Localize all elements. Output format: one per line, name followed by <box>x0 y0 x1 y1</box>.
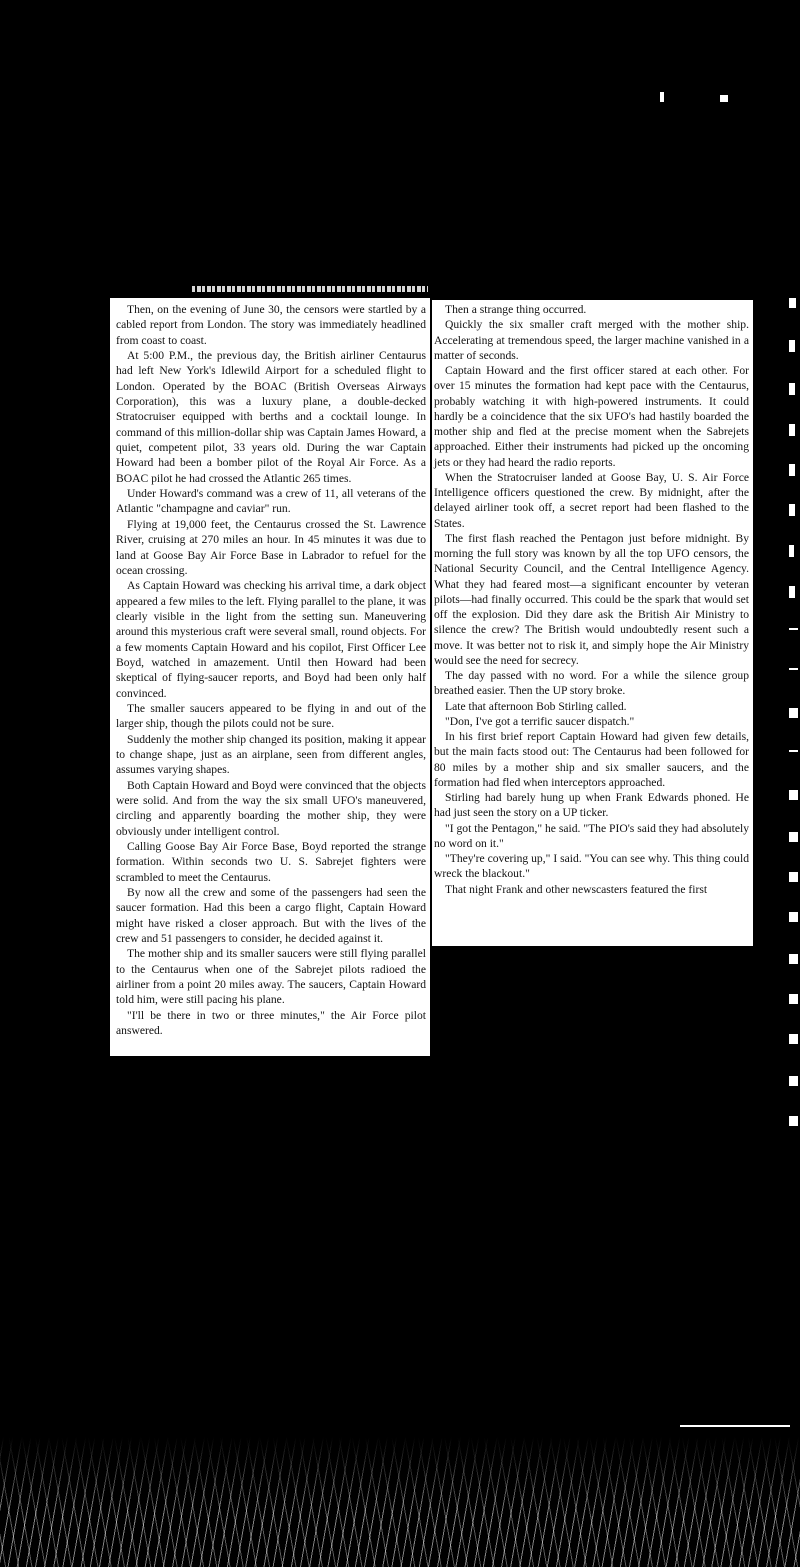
scan-artifact <box>789 298 796 308</box>
paragraph: Captain Howard and the first officer stared at each other. For over 15 minutes the formation had kept pace with the Centaurus, probably watching it with high-powered instruments. It could hardly be a coincidence that the six UFO's had hastily boarded the mother ship and fled at the precise moment when the Sabrejets approached. Either their instruments had picked up the oncoming jets or they had heard the radio reports. <box>434 364 749 469</box>
scan-artifact <box>789 750 798 752</box>
paragraph: Both Captain Howard and Boyd were convinced that the objects were solid. And from the way the six small UFO's maneuvered, circling and apparently boarding the mother ship, they were obviously under intelligent control. <box>116 778 426 838</box>
scan-artifact <box>789 504 795 516</box>
scan-artifact <box>789 586 795 598</box>
scan-artifact <box>789 832 798 842</box>
scan-artifact <box>789 628 798 630</box>
paragraph: The day passed with no word. For a while the silence group breathed easier. Then the UP story broke. <box>434 669 749 698</box>
paragraph: Calling Goose Bay Air Force Base, Boyd reported the strange formation. Within seconds two U. S. Sabrejet fighters were scrambled to meet the Centaurus. <box>116 840 426 884</box>
paragraph: In his first brief report Captain Howard had given few details, but the main facts stood out: The Centaurus had been followed for 80 miles by a mother ship and six smaller saucers, and the formation had fled when interceptors approached. <box>434 730 749 789</box>
paragraph: Quickly the six smaller craft merged with the mother ship. Accelerating at tremendous speed, the larger machine vanished in a matter of seconds. <box>434 318 749 362</box>
scan-artifact <box>789 464 795 476</box>
paragraph: By now all the crew and some of the passengers had seen the saucer formation. Had this been a cargo flight, Captain Howard might have risked a closer approach. But with the lives of the crew and 51 passengers to consider, he decided against it. <box>116 886 426 946</box>
scan-artifact <box>789 1034 798 1044</box>
paragraph: When the Stratocruiser landed at Goose Bay, U. S. Air Force Intelligence officers questioned the crew. By midnight, after the delayed airliner took off, a secret report had been flashed to the States. <box>434 470 749 530</box>
paragraph: Under Howard's command was a crew of 11, all veterans of the Atlantic "champagne and caviar" run. <box>116 487 426 516</box>
clipping-right-column <box>432 300 753 946</box>
paragraph: Then a strange thing occurred. <box>445 303 587 316</box>
scan-artifact <box>789 994 798 1004</box>
paragraph: The first flash reached the Pentagon just before midnight. By morning the full story was known by all the top UFO censors, the National Security Council, and the Central Intelligence Agency. What they had feared most—a significant encounter by veteran pilots—had finally occurred. This could be the spark that would set off the explosion. Did they dare ask the British Air Ministry to silence the crew? The British would undoubtedly resent such a move. It was better not to risk it, and simply hope the Air Ministry would see the need for secrecy. <box>434 531 749 667</box>
scan-artifact <box>789 668 798 670</box>
paragraph: Flying at 19,000 feet, the Centaurus crossed the St. Lawrence River, cruising at 270 miles an hour. In 45 minutes it was due to land at Goose Bay Air Force Base in Labrador to refuel for the ocean crossing. <box>116 517 426 577</box>
paragraph: As Captain Howard was checking his arrival time, a dark object appeared a few miles to the left. Flying parallel to the plane, it was clearly visible in the light from the setting sun. Maneuvering around this mysterious craft were several small, round objects. For a few moments Captain Howard and his copilot, First Officer Lee Boyd, watched in amazement. Until then Howard had been skeptical of flying-saucer reports, and Boyd had been only half convinced. <box>116 579 426 700</box>
scan-artifact <box>680 1425 790 1427</box>
paragraph: At 5:00 P.M., the previous day, the British airliner Centaurus had left New York's Idlewild Airport for a scheduled flight to London. Operated by the BOAC (British Overseas Airways Corporation), this was a luxury plane, a double-decked Stratocruiser equipped with berths and a cocktail lounge. In command of this million-dollar ship was Captain James Howard, a quiet, competent pilot, 33 years old. During the war Captain Howard had been a bomber pilot of the Royal Air Force. As a BOAC pilot he had crossed the Atlantic 265 times. <box>116 349 426 485</box>
paragraph: Then, on the evening of June 30, the censors were startled by a cabled report from London. The story was immediately headlined from coast to coast. <box>116 303 426 347</box>
paragraph: That night Frank and other newscasters featured the first <box>445 882 708 896</box>
scan-artifact <box>789 1116 798 1126</box>
paragraph: Suddenly the mother ship changed its position, making it appear to change shape, just as an airplane, seen from different angles, assumes varying shapes. <box>116 732 426 777</box>
clipping-left-column <box>110 298 430 1056</box>
scan-artifact <box>789 912 798 922</box>
paragraph: Late that afternoon Bob Stirling called. <box>445 699 627 713</box>
clipping-top-strip <box>192 286 428 292</box>
paragraph: "They're covering up," I said. "You can see why. This thing could wreck the blackout." <box>434 852 749 881</box>
paragraph: "I got the Pentagon," he said. "The PIO's said they had absolutely no word on it." <box>434 821 749 850</box>
scan-artifact <box>789 424 795 436</box>
scan-artifact <box>789 545 794 557</box>
paragraph: The mother ship and its smaller saucers were still flying parallel to the Centaurus when one of the Sabrejet pilots radioed the airliner from a point 20 miles away. The saucers, Captain Howard told him, were still pacing his plane. <box>116 947 426 1007</box>
scan-artifact <box>789 954 798 964</box>
scan-artifact <box>720 95 728 102</box>
scan-artifact <box>660 92 664 102</box>
scan-artifact <box>789 340 795 352</box>
paragraph: The smaller saucers appeared to be flying in and out of the larger ship, though the pilots could not be sure. <box>116 701 426 731</box>
scan-artifact <box>789 872 798 882</box>
scan-artifact <box>789 790 798 800</box>
paragraph: Stirling had barely hung up when Frank Edwards phoned. He had just seen the story on a UP ticker. <box>434 791 749 820</box>
scan-noise <box>0 1437 800 1567</box>
scan-artifact <box>789 708 798 718</box>
paragraph: "Don, I've got a terrific saucer dispatch." <box>445 714 635 728</box>
scan-artifact <box>789 383 795 395</box>
paragraph: "I'll be there in two or three minutes," the Air Force pilot answered. <box>116 1008 426 1038</box>
scan-artifact <box>789 1076 798 1086</box>
